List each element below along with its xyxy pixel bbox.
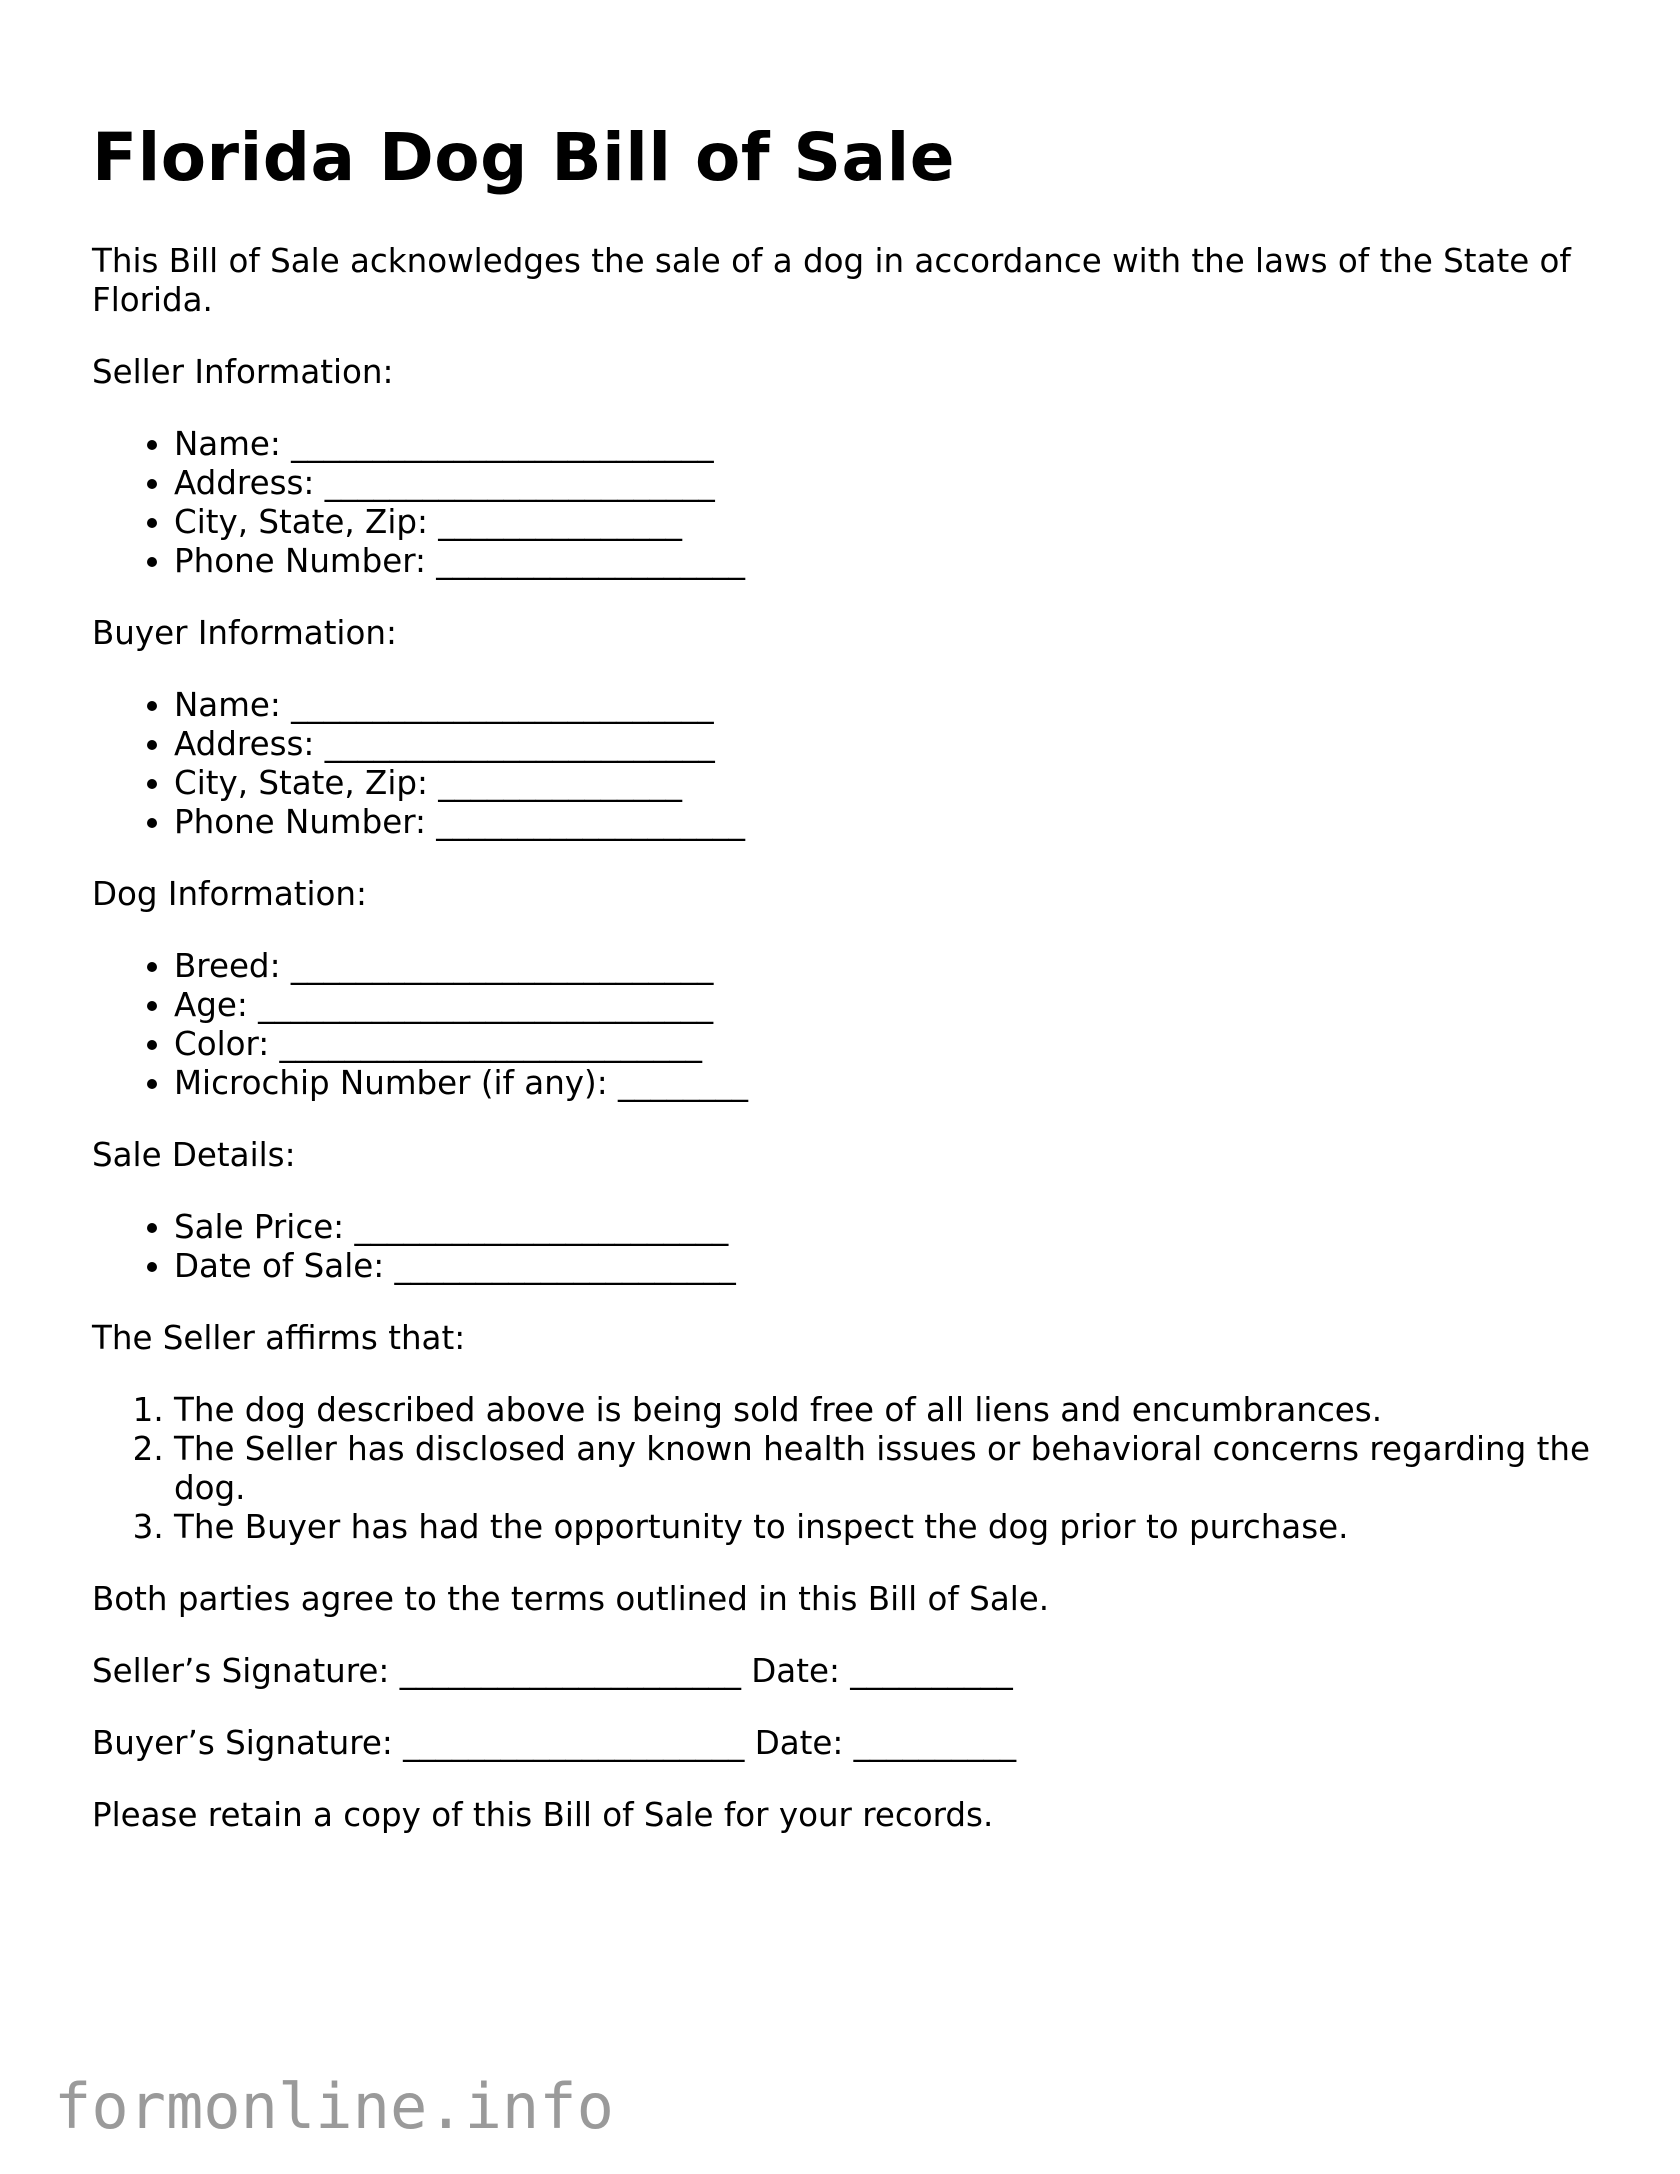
seller-signature-line: Seller’s Signature: _____________________ Date: __________ — [92, 1652, 1013, 1690]
seller-city-state-zip-field: • City, State, Zip: _______________ — [174, 503, 1612, 542]
sale-heading: Sale Details: — [92, 1136, 296, 1174]
sale-date-field: • Date of Sale: _____________________ — [174, 1247, 1612, 1286]
buyer-signature-line: Buyer’s Signature: _____________________ Date: __________ — [92, 1724, 1017, 1762]
sale-price-field: • Sale Price: _______________________ — [174, 1208, 1612, 1247]
buyer-name-field: • Name: __________________________ — [174, 686, 1612, 725]
dog-breed-field: • Breed: __________________________ — [174, 947, 1612, 986]
dog-list — [92, 947, 1612, 1103]
affirm-item: 2. The Seller has disclosed any known health issues or behavioral concerns regarding the dog. — [174, 1430, 1612, 1508]
document-title: Florida Dog Bill of Sale — [92, 119, 955, 196]
seller-name-field: • Name: __________________________ — [174, 425, 1612, 464]
affirm-item: 1. The dog described above is being sold free of all liens and encumbrances. — [174, 1391, 1612, 1430]
seller-phone-field: • Phone Number: ___________________ — [174, 542, 1612, 581]
buyer-phone-field: • Phone Number: ___________________ — [174, 803, 1612, 842]
agreement-paragraph: Both parties agree to the terms outlined in this Bill of Sale. — [92, 1580, 1050, 1618]
document-page — [92, 118, 1612, 1868]
retain-note: Please retain a copy of this Bill of Sale for your records. — [92, 1796, 994, 1834]
sale-list — [92, 1208, 1612, 1286]
buyer-city-state-zip-field: • City, State, Zip: _______________ — [174, 764, 1612, 803]
buyer-list — [92, 686, 1612, 842]
watermark-text: formonline.info — [54, 2070, 614, 2143]
affirm-list — [92, 1391, 1612, 1547]
dog-microchip-field: • Microchip Number (if any): ________ — [174, 1064, 1612, 1103]
intro-paragraph: This Bill of Sale acknowledges the sale of a dog in accordance with the laws of the State of Florida. — [92, 242, 1571, 319]
seller-list — [92, 425, 1612, 581]
seller-heading: Seller Information: — [92, 353, 394, 391]
buyer-address-field: • Address: ________________________ — [174, 725, 1612, 764]
affirm-heading: The Seller affirms that: — [92, 1319, 466, 1357]
dog-age-field: • Age: ____________________________ — [174, 986, 1612, 1025]
dog-color-field: • Color: __________________________ — [174, 1025, 1612, 1064]
dog-heading: Dog Information: — [92, 875, 367, 913]
affirm-item: 3. The Buyer has had the opportunity to inspect the dog prior to purchase. — [174, 1508, 1612, 1547]
seller-address-field: • Address: ________________________ — [174, 464, 1612, 503]
buyer-heading: Buyer Information: — [92, 614, 397, 652]
